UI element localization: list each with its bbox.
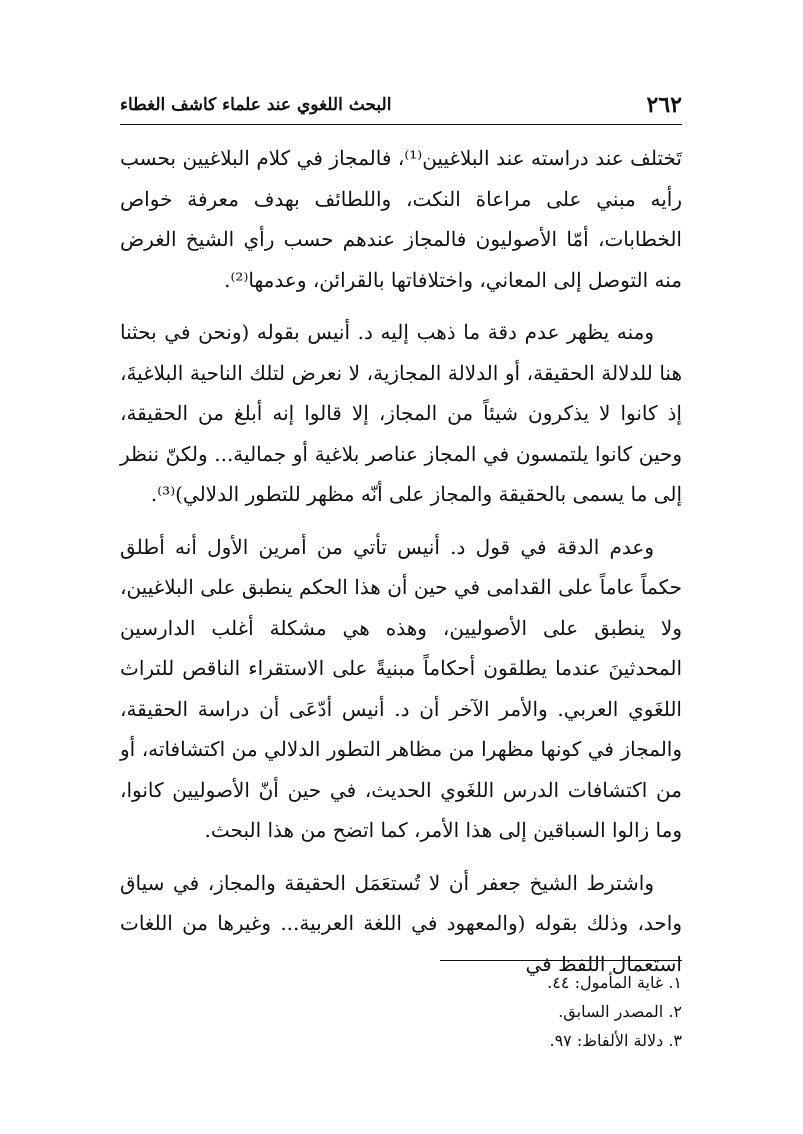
footnote-1: ١. غاية المأمول: ٤٤. [547,973,682,992]
footnotes [120,968,682,1055]
header-divider [120,124,682,125]
paragraph-4: واشترط الشيخ جعفر أن لا تُستعَمَل الحقيقة والمجاز، في سياق واحد، وذلك بقوله (والمعهود في اللغة العربية... وغيرها من اللغات استعمال اللفظ في [120,870,682,976]
footnote-2: ٢. المصدر السابق. [558,1002,682,1021]
body-text [120,138,682,984]
running-title: البحث اللغوي عند علماء كاشف الغطاء [120,95,392,115]
footnote-divider [440,960,682,961]
page-number: ٢٦٢ [646,92,682,118]
paragraph-1: تَختلف عند دراسته عند البلاغيين⁽¹⁾، فالمجاز في كلام البلاغيين بحسب رأيه مبني على مراعاة النكت، واللطائف بهدف معرفة خواص الخطابات، أمّا الأصوليون فالمجاز عندهم حسب رأي الشيخ الغرض منه التوصل إلى المعاني، واختلافاتها بالقرائن، وعدمها⁽²⁾. [120,146,683,292]
paragraph-3: وعدم الدقة في قول د. أنيس تأتي من أمرين الأول أنه أطلق حكماً عاماً على القدامى في حين أن هذا الحكم ينطبق على البلاغيين، ولا ينطبق على الأصوليين، وهذه هي مشكلة أغلب الدارسين المحدثينَ عندما يطلقون أحكاماً مبنيةً على الاستقراء الناقص للتراث اللغَوي العربي. والأمر الآخر أن د. أنيس أدّعَى أن دراسة الحقيقة، والمجاز في كونها مظهرا من مظاهر التطور الدلالي من اكتشافاته، أو من اكتشافات الدرس اللغَوي الحديث، في حين أنّ الأصوليين كانوا، وما زالوا السباقين إلى هذا الأمر، كما اتضح من هذا البحث. [120,534,682,842]
footnote-3: ٣. دلالة الألفاظ: ٩٧. [549,1031,682,1050]
page-header [120,90,682,120]
paragraph-2: ومنه يظهر عدم دقة ما ذهب إليه د. أنيس بقوله (ونحن في بحثنا هنا للدلالة الحقيقة، أو الدلالة المجازية، لا نعرض لتلك الناحية البلاغيةَ، إذ كانوا لا يذكرون شيئاً من المجاز، إلا قالوا إنه أبلغ من الحقيقة، وحين كانوا يلتمسون في المجاز عناصر بلاغية أو جمالية... ولكنّ ننظر إلى ما يسمى بالحقيقة والمجاز على أنّه مظهر للتطور الدلالي)⁽³⁾. [120,320,683,506]
